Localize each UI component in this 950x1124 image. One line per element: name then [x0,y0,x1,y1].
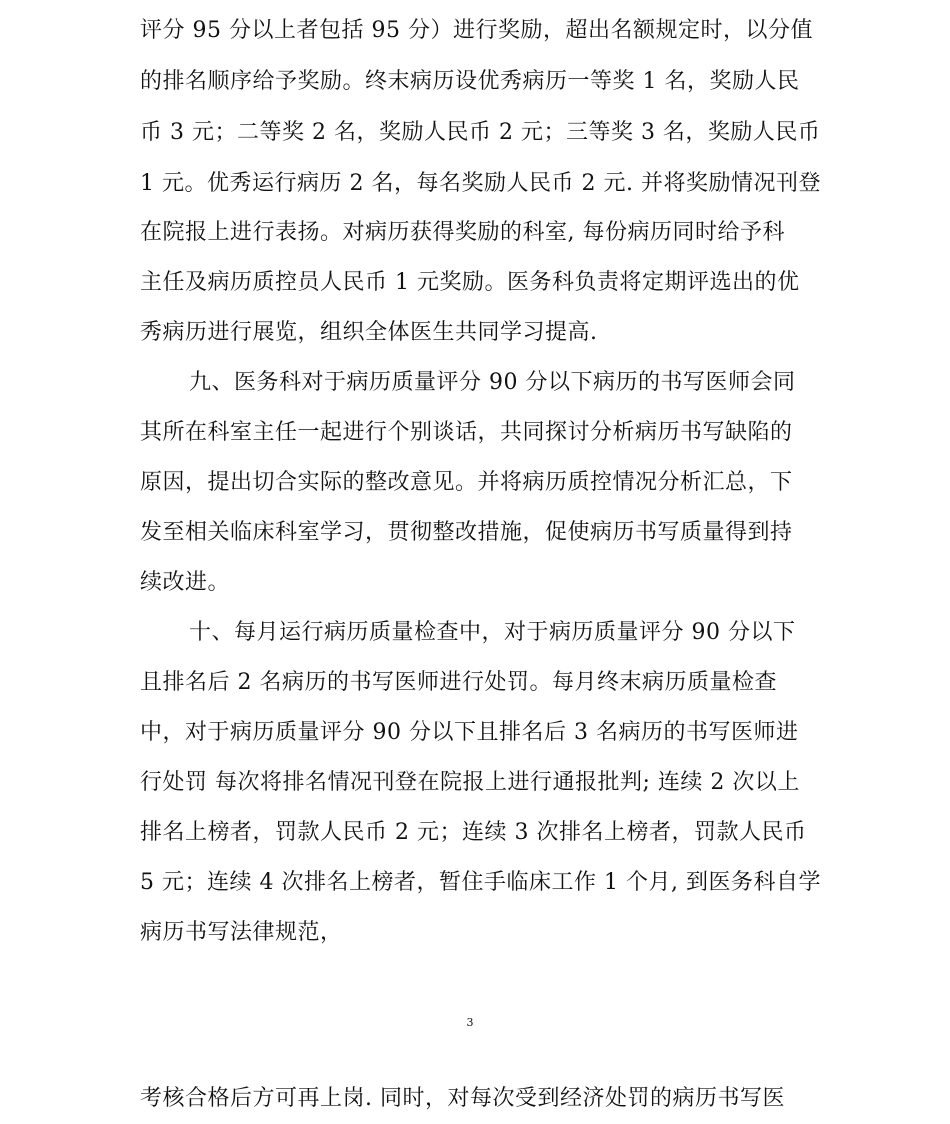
text-line: 秀病历进行展览，组织全体医生共同学习提高. [140,320,598,345]
text-line: 中，对于病历质量评分 90 分以下且排名后 3 名病历的书写医师进 [140,720,799,745]
text-line: 发至相关临床科室学习，贯彻整改措施，促使病历书写质量得到持 [140,520,793,545]
text-line: 主任及病历质控员人民币 1 元奖励。医务科负责将定期评选出的优 [140,270,800,295]
text-line: 评分 95 分以上者包括 95 分）进行奖励，超出名额规定时，以分值 [140,18,813,43]
text-line: 病历书写法律规范， [140,920,343,945]
text-line: 的排名顺序给予奖励。终末病历设优秀病历一等奖 1 名，奖励人民 [140,69,800,94]
text-line: 排名上榜者，罚款人民币 2 元；连续 3 次排名上榜者，罚款人民币 [140,820,807,845]
text-line: 5 元；连续 4 次排名上榜者，暂住手临床工作 1 个月, 到医务科自学 [140,870,821,895]
paragraph-start-line: 十、每月运行病历质量检查中，对于病历质量评分 90 分以下 [189,620,796,645]
text-line: 其所在科室主任一起进行个别谈话，共同探讨分析病历书写缺陷的 [140,420,793,445]
text-line: 考核合格后方可再上岗. 同时，对每次受到经济处罚的病历书写医 [140,1086,785,1111]
page-number: 3 [466,1016,474,1029]
text-line: 续改进。 [140,570,231,595]
text-line: 原因，提出切合实际的整改意见。并将病历质控情况分析汇总，下 [140,470,793,495]
paragraph-start-line: 九、医务科对于病历质量评分 90 分以下病历的书写医师会同 [189,370,796,395]
text-line: 币 3 元；二等奖 2 名，奖励人民币 2 元；三等奖 3 名，奖励人民币 [140,120,821,145]
text-line: 行处罚 每次将排名情况刊登在院报上进行通报批判; 连续 2 次以上 [140,770,800,795]
text-line: 且排名后 2 名病历的书写医师进行处罚。每月终末病历质量检查 [140,670,777,695]
text-line: 1 元。优秀运行病历 2 名，每名奖励人民币 2 元. 并将奖励情况刊登 [140,171,821,196]
text-line: 在院报上进行表扬。对病历获得奖励的科室, 每份病历同时给予科 [140,220,785,245]
